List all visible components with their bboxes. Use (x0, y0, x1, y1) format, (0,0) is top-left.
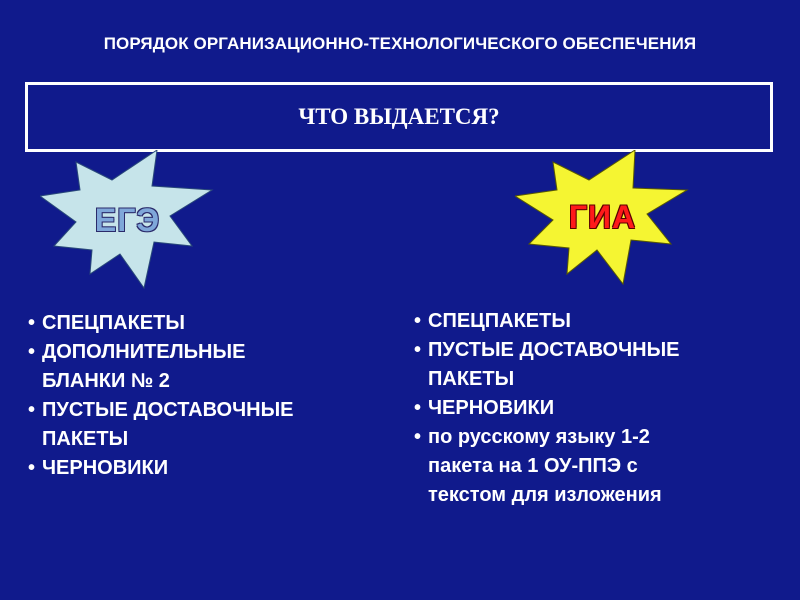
gia-items-list (414, 307, 680, 510)
list-item (28, 338, 294, 396)
list-item-text: СПЕЦПАКЕТЫ (428, 310, 571, 332)
ege-label: ЕГЭ (94, 201, 161, 238)
list-item-text: ДОПОЛНИТЕЛЬНЫЕ (42, 341, 246, 363)
gia-starburst (515, 150, 690, 285)
list-item (414, 423, 680, 510)
ege-items-list (28, 309, 294, 483)
list-item-text: пакета на 1 ОУ-ППЭ с (428, 455, 638, 477)
bullet: • (414, 426, 422, 448)
bullet: • (28, 399, 36, 421)
list-item-text: ПАКЕТЫ (42, 428, 129, 450)
list-item (28, 454, 294, 483)
list-item-text: СПЕЦПАКЕТЫ (42, 312, 185, 334)
list-item (414, 307, 680, 336)
list-item-text: ПУСТЫЕ ДОСТАВОЧНЫЕ (428, 339, 680, 361)
gia-label: ГИА (568, 199, 637, 235)
bullet: • (28, 341, 36, 363)
list-item (28, 309, 294, 338)
slide-title: ПОРЯДОК ОРГАНИЗАЦИОННО-ТЕХНОЛОГИЧЕСКОГО ОБЕСПЕЧЕНИЯ (103, 34, 697, 53)
bullet: • (414, 339, 422, 361)
bullet: • (28, 312, 36, 334)
bullet: • (414, 397, 422, 419)
list-item (28, 396, 294, 454)
list-item (414, 394, 680, 423)
bullet: • (414, 310, 422, 332)
list-item-text: ЧЕРНОВИКИ (428, 397, 555, 419)
question-text: ЧТО ВЫДАЕТСЯ? (298, 104, 500, 129)
question-box (25, 82, 773, 152)
ege-starburst (40, 150, 215, 290)
bullet: • (28, 457, 36, 479)
list-item (414, 336, 680, 394)
list-item-text: текстом для изложения (428, 484, 662, 506)
list-item-text: ПАКЕТЫ (428, 368, 515, 390)
list-item-text: ПУСТЫЕ ДОСТАВОЧНЫЕ (42, 399, 294, 421)
list-item-text: БЛАНКИ № 2 (42, 370, 170, 392)
list-item-text: по русскому языку 1-2 (428, 426, 650, 448)
list-item-text: ЧЕРНОВИКИ (42, 457, 169, 479)
